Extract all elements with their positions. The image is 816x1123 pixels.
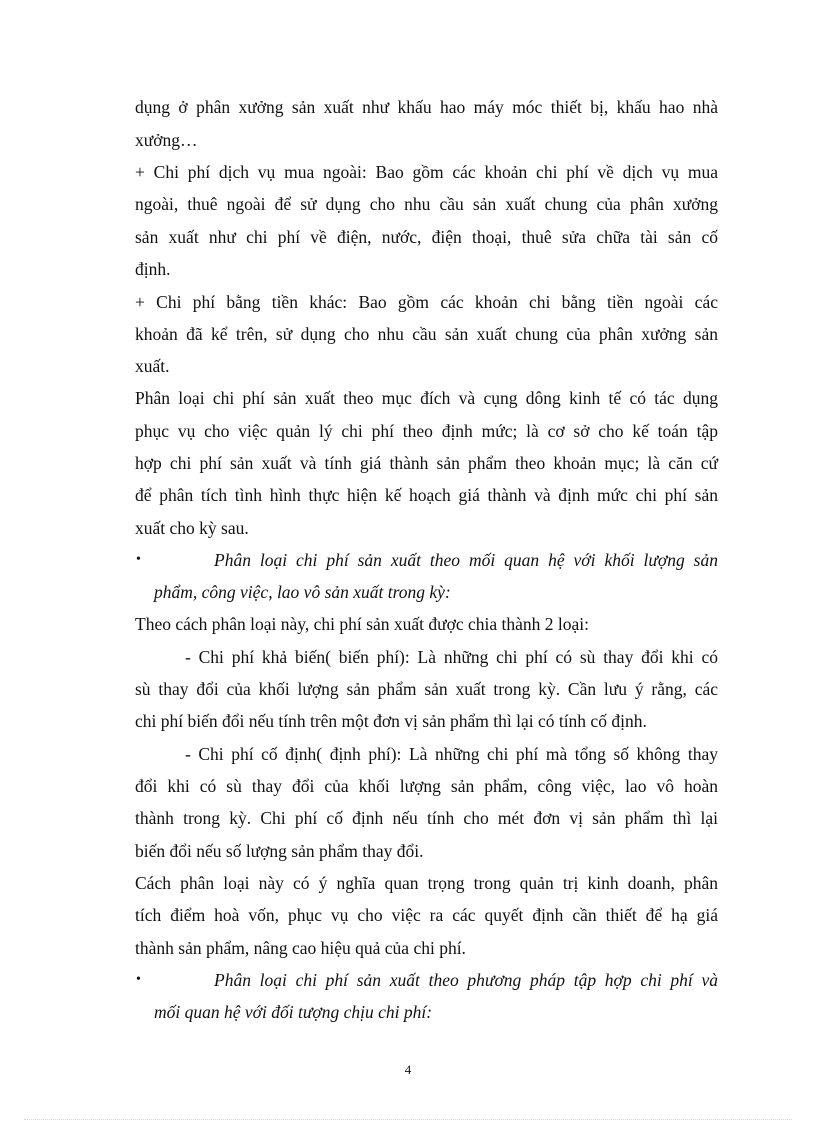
text-line: sù thay đổi của khối lượng sản phẩm sản xuất trong kỳ. Cần lưu ý rằng, các — [135, 679, 718, 699]
text-line: phục vụ cho việc quản lý chi phí theo định mức; là cơ sở cho kế toán tập — [135, 421, 718, 441]
text-line: biến đổi nếu số lượng sản phẩm thay đổi. — [135, 841, 424, 861]
text-line: - Chi phí cố định( định phí): Là những chi phí mà tổng số không thay — [185, 744, 718, 764]
text-line: dụng ở phân xưởng sản xuất như khấu hao máy móc thiết bị, khấu hao nhà — [135, 97, 718, 117]
text-line: Theo cách phân loại này, chi phí sản xuất được chia thành 2 loại: — [135, 614, 589, 634]
bullet-marker: • — [136, 972, 141, 987]
text-line: chi phí biến đổi nếu tính trên một đơn vị sản phẩm thì lại có tính cố định. — [135, 711, 647, 731]
text-line: ngoài, thuê ngoài để sử dụng cho nhu cầu sản xuất chung của phân xưởng — [135, 194, 718, 214]
text-line: xuất cho kỳ sau. — [135, 518, 249, 538]
text-line: - Chi phí khả biến( biến phí): Là những chi phí có sù thay đổi khi có — [185, 647, 718, 667]
text-line: + Chi phí dịch vụ mua ngoài: Bao gồm các khoản chi phí về dịch vụ mua — [135, 162, 718, 182]
text-line: xưởng… — [135, 130, 198, 150]
text-line: sản xuất như chi phí về điện, nước, điện thoại, thuê sửa chữa tài sản cố — [135, 227, 718, 247]
text-line: Cách phân loại này có ý nghĩa quan trọng trong quản trị kinh doanh, phân — [135, 873, 718, 893]
text-line: thành trong kỳ. Chi phí cố định nếu tính cho mét đơn vị sản phẩm thì lại — [135, 808, 718, 828]
text-line: đổi khi có sù thay đổi của khối lượng sản phẩm, công việc, lao vô hoàn — [135, 776, 718, 796]
text-line: tích điểm hoà vốn, phục vụ cho việc ra các quyết định cần thiết để hạ giá — [135, 905, 718, 925]
bullet-marker: • — [136, 552, 141, 567]
page-bottom-border — [24, 1119, 792, 1120]
text-line: xuất. — [135, 356, 170, 376]
bullet-heading-line: phẩm, công việc, lao vô sản xuất trong kỳ: — [154, 582, 451, 602]
text-line: Phân loại chi phí sản xuất theo mục đích và cụng dông kinh tế có tác dụng — [135, 388, 718, 408]
text-line: + Chi phí bằng tiền khác: Bao gồm các khoản chi bằng tiền ngoài các — [135, 292, 718, 312]
bullet-heading-line: Phân loại chi phí sản xuất theo mối quan hệ với khối lượng sản — [214, 550, 718, 570]
text-line: định. — [135, 259, 171, 279]
text-line: để phân tích tình hình thực hiện kế hoạch giá thành và định mức chi phí sản — [135, 485, 718, 505]
bullet-heading-line: Phân loại chi phí sản xuất theo phương pháp tập hợp chi phí và — [214, 970, 718, 990]
text-line: hợp chi phí sản xuất và tính giá thành sản phẩm theo khoản mục; là căn cứ — [135, 453, 718, 473]
bullet-heading-line: mối quan hệ với đối tượng chịu chi phí: — [154, 1002, 433, 1022]
text-line: khoản đã kể trên, sử dụng cho nhu cầu sản xuất chung của phân xưởng sản — [135, 324, 718, 344]
text-line: thành sản phẩm, nâng cao hiệu quả của chi phí. — [135, 938, 466, 958]
page-number: 4 — [404, 1062, 412, 1077]
